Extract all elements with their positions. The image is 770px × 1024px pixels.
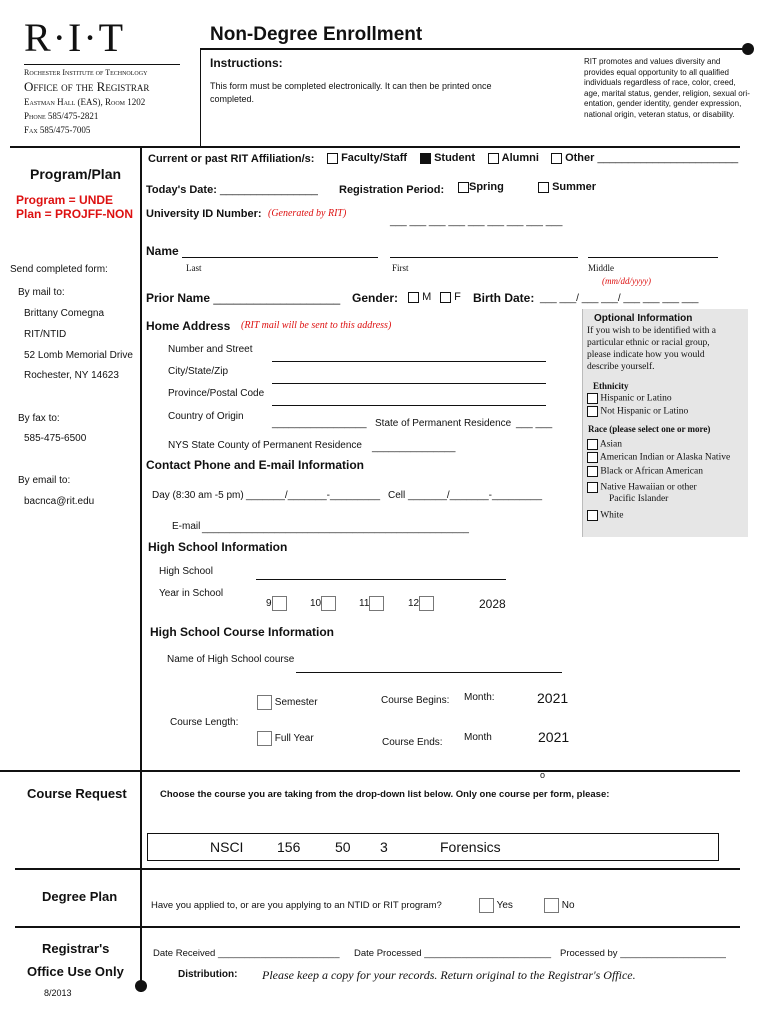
office-name: Office of the Registrar [24,79,150,94]
race-hawaiian[interactable]: Native Hawaiian or other [587,482,697,493]
country-label: Country of Origin [168,411,244,422]
course-section: 50 [335,839,351,855]
affiliation-faculty[interactable]: Faculty/Staff [327,152,407,164]
course-request-rule [0,770,740,772]
gender-m[interactable]: M [408,291,431,303]
other-checkbox[interactable] [551,153,562,164]
affiliation-student[interactable]: Student [420,152,475,164]
grade-9-checkbox[interactable] [272,596,287,611]
semester-option[interactable]: Semester [257,695,318,710]
yes-checkbox[interactable] [479,898,494,913]
first-label: First [392,263,409,273]
fax-number: 585-475-6500 [24,433,87,444]
city-label: City/State/Zip [168,366,229,377]
asian-checkbox[interactable] [587,439,598,450]
sidebar-divider [140,146,142,992]
begin-year[interactable]: 2021 [537,690,569,706]
race-label: Race (please select one or more) [588,424,711,434]
today-date-label: Today's Date: ________________ [146,184,318,196]
hispanic-checkbox[interactable] [587,393,598,404]
program-value: Program = UNDE [16,193,114,207]
form-date: 8/2013 [44,988,72,998]
university-id-field[interactable]: ___ ___ ___ ___ ___ ___ ___ ___ ___ [390,216,563,227]
plan-value: Plan = PROJFF-NON [16,207,134,221]
cell-phone-label: Cell [388,490,406,501]
institute-name: Rochester Institute of Technology [24,68,148,77]
grade-9[interactable]: 9 [266,596,287,611]
mail-name: Brittany Comegna [24,308,105,319]
office-fax: Fax 585/475-7005 [24,125,91,135]
american-indian-checkbox[interactable] [587,452,598,463]
year-in-school-label: Year in School [159,588,224,599]
semester-checkbox[interactable] [257,695,272,710]
office-use-title-2: Office Use Only [27,964,124,979]
race-asian[interactable]: Asian [587,439,622,450]
office-address: Eastman Hall (EAS), Room 1202 [24,97,146,107]
page-title: Non-Degree Enrollment [210,24,423,45]
course-request-instruction: Choose the course you are taking from the drop-down list below. Only one course per form, please: [160,789,610,800]
affiliation-label: Current or past RIT Affiliation/s: [148,153,315,165]
province-label: Province/Postal Code [168,388,265,399]
summer-checkbox[interactable] [538,182,549,193]
degree-plan-question: Have you applied to, or are you applying to an NTID or RIT program? [151,900,442,911]
today-date-field[interactable]: ________________ [219,184,318,196]
last-name-field[interactable] [182,257,378,258]
white-checkbox[interactable] [587,510,598,521]
prior-name-label: Prior Name ___________________ [146,291,341,305]
county-field[interactable]: _______________ [372,442,456,453]
high-school-label: High School [159,566,213,577]
state-residence-field[interactable]: ___ ___ [516,418,553,429]
distribution-text: Please keep a copy for your records. Return original to the Registrar's Office. [262,968,636,982]
diversity-statement: RIT promotes and values diversity and provides equal opportunity to all qualified individuals regardless of race, color, creed, age, marital status, gender, religion, sexual ori- entation, gender identity, gender expression, national origin, veteran status, or disability. [584,57,750,119]
course-name-label: Name of High School course [167,654,295,665]
office-use-title-1: Registrar's [42,941,110,956]
cell-phone-field[interactable]: _______/_______-_________ [408,490,543,501]
race-black[interactable]: Black or African American [587,466,703,477]
county-label: NYS State County of Permanent Residence [168,440,362,451]
header-bottom-rule [10,146,740,148]
logo-rule [24,64,180,65]
send-form-label: Send completed form: [10,264,108,275]
course-request-title: Course Request [27,786,127,801]
last-label: Last [186,263,202,273]
name-label: Name [146,244,179,258]
state-residence-label: State of Permanent Residence [375,418,512,429]
day-phone-field[interactable]: _______/_______-_________ [246,490,381,501]
hawaiian-checkbox[interactable] [587,482,598,493]
high-school-field[interactable] [256,579,506,580]
email-label: E-mail [172,521,201,532]
by-email-label: By email to: [18,475,71,486]
grade-11[interactable]: 11 [359,596,384,611]
birth-date-label: Birth Date: [473,291,535,305]
title-rule [200,48,750,50]
grade-12-checkbox[interactable] [419,596,434,611]
home-address-label: Home Address [146,319,231,333]
degree-no[interactable]: No [544,898,575,913]
by-fax-label: By fax to: [18,413,60,424]
sidebar-email: bacnca@rit.edu [24,496,95,507]
processed-field[interactable]: ________________________ [424,948,552,959]
mail-city: Rochester, NY 14623 [24,370,119,381]
street-field[interactable] [272,361,546,362]
birth-date-field[interactable]: ___ ___/ ___ ___/ ___ ___ ___ ___ [540,293,699,304]
black-checkbox[interactable] [587,466,598,477]
course-number: 156 [277,839,301,855]
processed-by-field[interactable]: ____________________ [620,948,726,959]
degree-plan-rule [15,868,740,870]
distribution-label: Distribution: [178,969,238,980]
ethnicity-label: Ethnicity [593,381,629,391]
course-subject: NSCI [210,839,244,855]
instructions-text: This form must be completed electronically. It can then be printed once [210,81,492,91]
middle-name-field[interactable] [588,257,718,258]
province-field[interactable] [272,405,546,406]
full-year-checkbox[interactable] [257,731,272,746]
gender-f-checkbox[interactable] [440,292,451,303]
graduation-year[interactable]: 2028 [479,597,506,611]
gender-label: Gender: [352,291,399,305]
race-hawaiian-cont: Pacific Islander [609,494,669,504]
dob-format: (mm/dd/yyyy) [602,276,651,286]
instructions-label: Instructions: [210,56,283,70]
gender-m-checkbox[interactable] [408,292,419,303]
office-phone: Phone 585/475-2821 [24,111,99,121]
grade-11-checkbox[interactable] [369,596,384,611]
end-year[interactable]: 2021 [538,729,570,745]
by-mail-label: By mail to: [18,287,65,298]
high-school-title: High School Information [148,540,288,554]
country-field[interactable]: _________________ [272,418,367,429]
contact-title: Contact Phone and E-mail Information [146,458,365,472]
course-name: Forensics [440,839,501,855]
affiliation-other[interactable]: Other _______________________ [551,152,738,164]
processed-by: Processed by ____________________ [560,948,726,959]
course-select[interactable] [147,833,719,861]
optional-info-title: Optional Information [594,313,693,324]
course-name-field[interactable] [296,672,562,673]
period-summer[interactable]: Summer [538,181,596,193]
alumni-checkbox[interactable] [488,153,499,164]
race-american-indian[interactable]: American Indian or Alaska Native [587,452,730,463]
degree-plan-title: Degree Plan [42,889,118,904]
stray-mark: o [540,770,546,780]
university-id-label: University ID Number: [146,208,262,220]
office-use-rule [15,926,740,928]
grade-10-checkbox[interactable] [321,596,336,611]
university-id-note: (Generated by RIT) [268,208,347,219]
gender-f[interactable]: F [440,291,461,303]
begin-month-label[interactable]: Month: [464,692,495,703]
full-year-option[interactable]: Full Year [257,731,314,746]
header-divider [200,48,201,146]
rit-logo: R·I·T [24,15,126,60]
received-field[interactable]: _______________________ [217,948,340,959]
grade-10[interactable]: 10 [310,596,336,611]
grade-12[interactable]: 12 [408,596,434,611]
title-rule-dot [742,43,754,55]
email-field[interactable]: ________________________________________________ [202,523,469,534]
date-processed: Date Processed ________________________ [354,948,552,959]
prior-name-field[interactable]: ___________________ [213,291,341,305]
ethnicity-hispanic[interactable]: Hispanic or Latino [587,393,672,404]
course-credits: 3 [380,839,388,855]
end-month-label[interactable]: Month [464,732,492,743]
middle-label: Middle [588,263,614,273]
date-received: Date Received _______________________ [153,948,340,959]
student-checkbox[interactable] [420,153,431,164]
no-checkbox[interactable] [544,898,559,913]
mail-street: 52 Lomb Memorial Drive [24,350,133,361]
divider-bottom-dot [135,980,147,992]
course-length-label: Course Length: [170,717,239,728]
faculty-checkbox[interactable] [327,153,338,164]
ethnicity-not-hispanic[interactable]: Not Hispanic or Latino [587,406,688,417]
degree-yes[interactable]: Yes [479,898,513,913]
street-label: Number and Street [168,344,253,355]
period-spring[interactable]: Spring [458,181,504,193]
home-address-note: (RIT mail will be sent to this address) [241,320,392,331]
race-white[interactable]: White [587,510,623,521]
mail-dept: RIT/NTID [24,329,67,340]
optional-info-intro: If you wish to be identified with a particular ethnic or racial group, please indicate how you would describe yourself. [587,326,717,372]
spring-checkbox[interactable] [458,182,469,193]
course-info-title: High School Course Information [150,625,335,639]
program-plan-title: Program/Plan [30,166,122,182]
day-phone-label: Day (8:30 am -5 pm) [152,490,244,501]
course-begins-label: Course Begins: [381,695,450,706]
registration-period-label: Registration Period: [339,184,445,196]
not-hispanic-checkbox[interactable] [587,406,598,417]
affiliation-alumni[interactable]: Alumni [488,152,539,164]
first-name-field[interactable] [390,257,578,258]
course-ends-label: Course Ends: [382,737,443,748]
city-field[interactable] [272,383,546,384]
instructions-text-2: completed. [210,94,255,104]
